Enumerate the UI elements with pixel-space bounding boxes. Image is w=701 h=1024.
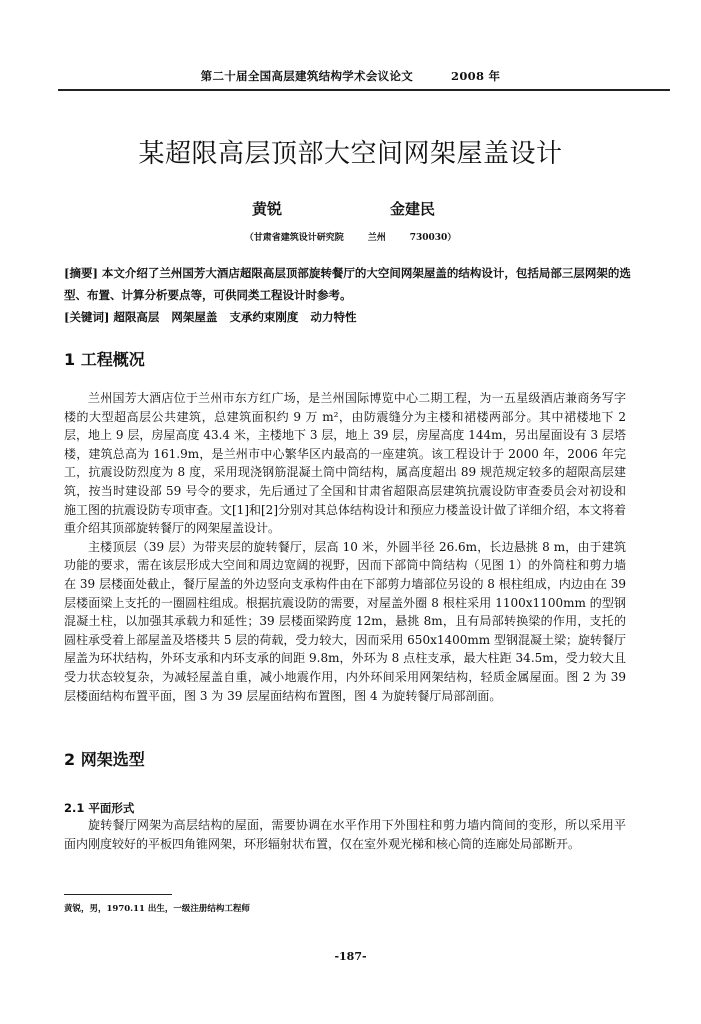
- subsection-2-1-body: [64, 816, 626, 853]
- section-1-body: [64, 389, 626, 705]
- affiliation: [0, 230, 701, 243]
- running-title: 第二十届全国高层建筑结构学术会议论文: [200, 69, 414, 83]
- section-1-heading: 1 工程概况: [64, 350, 145, 369]
- abstract-block: [64, 262, 644, 328]
- paper-title: 某超限高层顶部大空间网架屋盖设计: [138, 139, 563, 169]
- affiliation-postcode: 730030）: [409, 233, 457, 243]
- author-1: 黄锐: [252, 200, 283, 218]
- keyword: 超限高层: [113, 310, 160, 324]
- affiliation-institution: （甘肃省建筑设计研究院: [244, 233, 344, 243]
- paragraph: 兰州国芳大酒店位于兰州市东方红广场，是兰州国际博览中心二期工程，为一五星级酒店兼商务写字楼的大型超高层公共建筑，总建筑面积约 9 万 m²，由防震缝分为主楼和裙楼两部分。其中裙楼地下 2 层，地上 9 层，房屋高度 43.4 米，主楼地下 3 层，地上 39 层，房屋高度 144m，另出屋面设有 3 层塔楼，建筑总高为 161.9m，是兰州市中心繁华区内最高的一座建筑。该工程设计于 2000 年，2006 年完工，抗震设防烈度为 8 度，采用现浇钢筋混凝土筒中筒结构，属高度超出 89 规范规定较多的超限高层建筑，按当时建设部 59 号令的要求，先后通过了全国和甘肃省超限高层建筑抗震设防审查委员会对初设和施工图的抗震设防专项审查。文[1]和[2]分别对其总体结构设计和预应力楼盖设计做了详细介绍，本文将着重介绍其顶部旋转餐厅的网架屋盖设计。: [64, 391, 627, 536]
- keywords: [64, 306, 644, 328]
- keywords-label: [关键词]: [64, 310, 110, 324]
- header-rule: [58, 89, 670, 91]
- section-2-heading: 2 网架选型: [64, 750, 145, 769]
- header-year: 2008 年: [451, 69, 501, 83]
- affiliation-city: 兰州: [367, 233, 386, 243]
- keyword: 支承约束刚度: [229, 310, 299, 324]
- footnote: 黄锐，男，1970.11 出生，一级注册结构工程师: [64, 904, 250, 914]
- footnote-rule: [64, 894, 172, 895]
- subsection-2-1-heading: 2.1 平面形式: [64, 801, 135, 815]
- abstract-label: [摘要]: [64, 266, 98, 280]
- running-header: [0, 68, 701, 84]
- keyword: 动力特性: [310, 310, 357, 324]
- page-number: -187-: [334, 950, 367, 963]
- abstract: [64, 262, 644, 306]
- paragraph: 旋转餐厅网架为高层结构的屋面，需要协调在水平作用下外围柱和剪力墙内筒间的变形，所以采用平面内刚度较好的平板四角锥网架，环形辐射状布置，仅在室外观光梯和核心筒的连廊处局部断开。: [64, 818, 626, 851]
- abstract-text: 本文介绍了兰州国芳大酒店超限高层顶部旋转餐厅的大空间网架屋盖的结构设计，包括局部三层网架的选型、布置、计算分析要点等，可供同类工程设计时参考。: [64, 266, 631, 302]
- author-2: 金建民: [390, 200, 436, 218]
- paragraph: 主楼顶层（39 层）为带夹层的旋转餐厅，层高 10 米，外圆半径 26.6m，长边悬挑 8 m，由于建筑功能的要求，需在该层形成大空间和周边宽阔的视野，因而下部筒中筒结构（见图 1）的外筒柱和剪力墙在 39 层楼面处截止，餐厅屋盖的外边竖向支承构件由在下部剪力墙部位另设的 8 根柱组成，内边由在 39 层楼面梁上支托的一圈圆柱组成。根据抗震设防的需要，对屋盖外圈 8 根柱采用 1100x1100mm 的型钢混凝土柱，以加强其承载力和延性；39 层楼面梁跨度 12m，悬挑 8m，且有局部转换梁的作用，支托的圆柱承受着上部屋盖及塔楼共 5 层的荷载，受力较大，因而采用 650x1400mm 型钢混凝土梁；旋转餐厅屋盖为环状结构，外环支承和内环支承的间距 9.8m，外环为 8 点柱支承，最大柱距 34.5m，受力较大且受力状态较复杂，为减轻屋盖自重，减小地震作用，内外环间采用网架结构，轻质金属屋面。图 2 为 39 层楼面结构布置平面，图 3 为 39 层屋面结构布置图，图 4 为旋转餐厅局部剖面。: [64, 539, 626, 703]
- keyword: 网架屋盖: [171, 310, 218, 324]
